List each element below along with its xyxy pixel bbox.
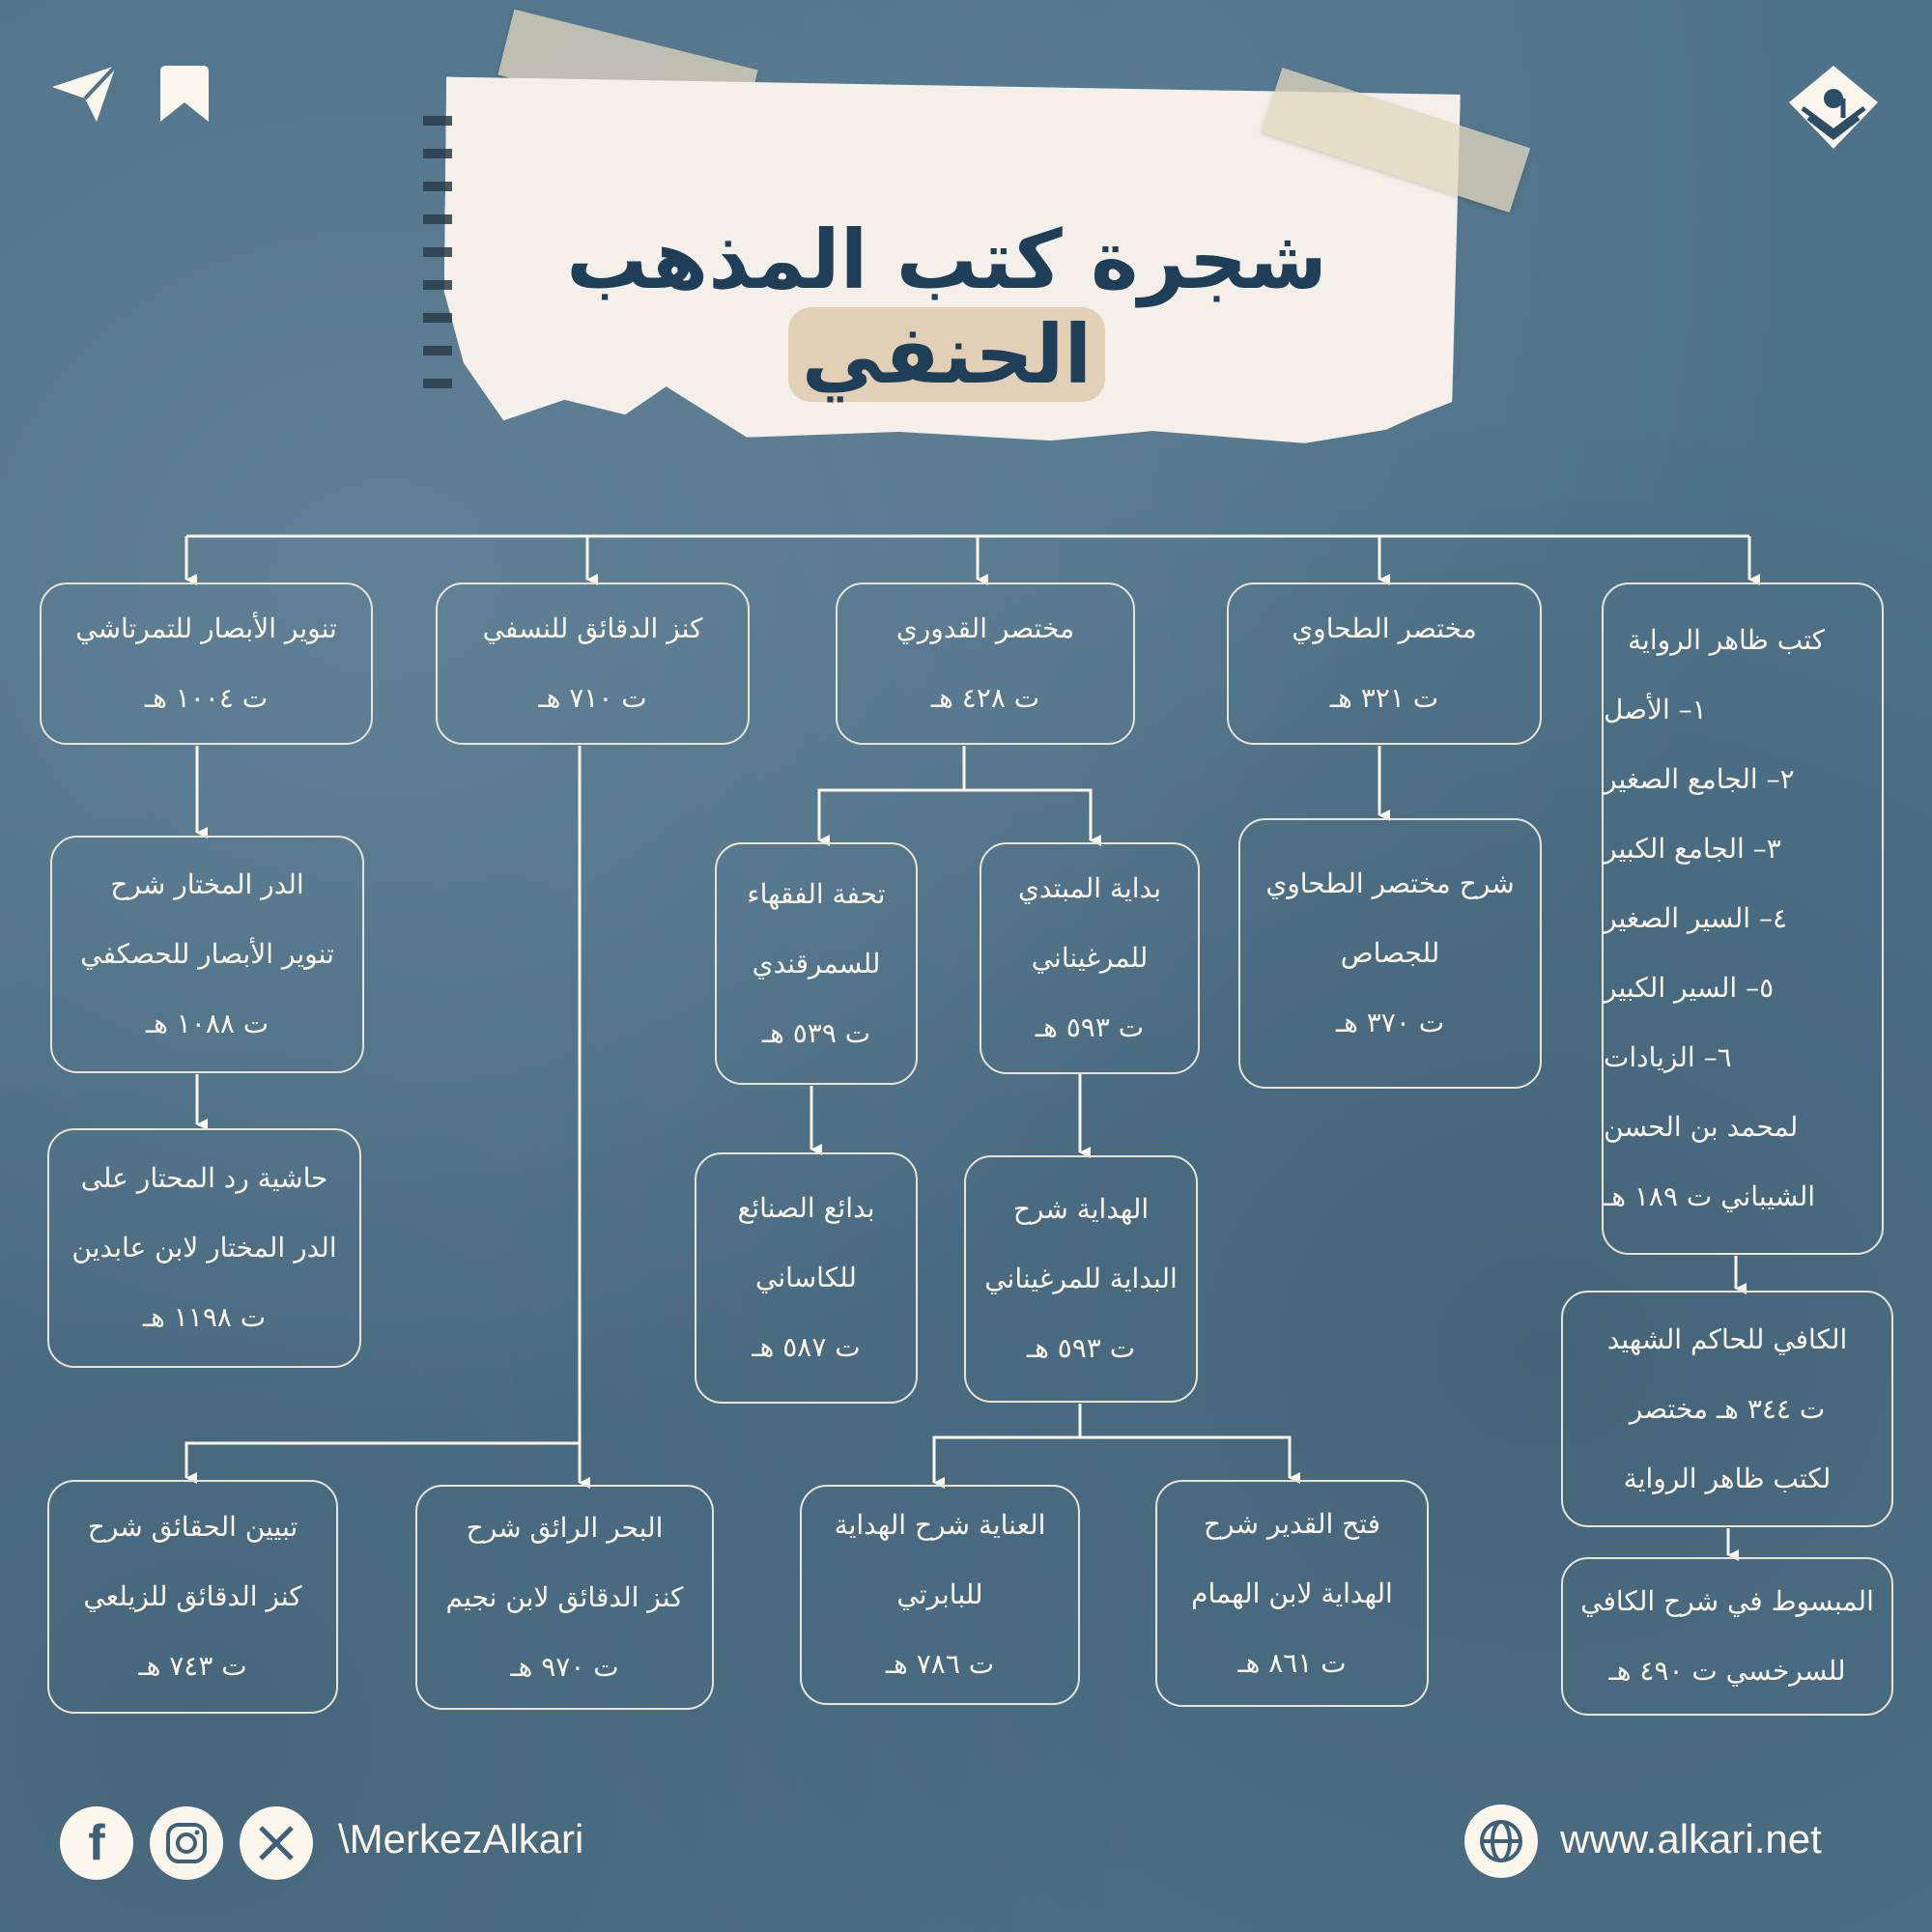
box-kafi-hakim [1561, 1291, 1893, 1527]
facebook-icon[interactable]: f [60, 1806, 133, 1880]
tahawi-title: مختصر الطحاوي [1292, 612, 1477, 644]
box-badai-sanai [695, 1152, 918, 1404]
box-mukhtasar-quduri [836, 582, 1135, 745]
bidaya-title: بداية المبتدي [1018, 872, 1161, 904]
box-hashiyat-ibn-abidin [47, 1128, 361, 1368]
box-hidaya [964, 1155, 1198, 1403]
kanz-date: ت ٧١٠ هـ [538, 682, 647, 714]
social-handle[interactable]: \MerkezAlkari [338, 1816, 584, 1861]
kafi-note: لكتب ظاهر الرواية [1623, 1462, 1832, 1494]
fath-subtitle: الهداية لابن الهمام [1191, 1577, 1393, 1609]
hidaya-title: الهداية شرح [1012, 1193, 1150, 1225]
box-zahir-riwaya [1602, 582, 1884, 1255]
fath-date: ت ٨٦١ هـ [1237, 1646, 1347, 1679]
inaya-date: ت ٧٨٦ هـ [885, 1648, 995, 1680]
website-link[interactable]: www.alkari.net [1560, 1816, 1822, 1861]
kanz-title: كنز الدقائق للنسفي [482, 612, 703, 644]
hidaya-date: ت ٥٩٣ هـ [1026, 1332, 1136, 1364]
sharh-tahawi-title: شرح مختصر الطحاوي [1265, 867, 1515, 899]
bahr-subtitle: كنز الدقائق لابن نجيم [445, 1580, 684, 1613]
tabyin-title: تبيين الحقائق شرح [87, 1511, 298, 1543]
zahir-heading: كتب ظاهر الرواية [1628, 624, 1825, 656]
sharh-tahawi-author: للجصاص [1340, 937, 1440, 969]
tabyin-date: ت ٧٤٣ هـ [138, 1650, 247, 1682]
tabyin-subtitle: كنز الدقائق للزيلعي [83, 1580, 302, 1612]
badai-author: للكاساني [755, 1262, 857, 1293]
inaya-author: للبابرتي [896, 1578, 983, 1610]
fath-title: فتح القدير شرح [1203, 1507, 1381, 1540]
bidaya-author: للمرغيناني [1031, 942, 1149, 974]
box-mabsut [1561, 1557, 1893, 1716]
box-bahr-raiq [415, 1485, 714, 1710]
box-mukhtasar-tahawi [1227, 582, 1542, 745]
tanwir-title: تنوير الأبصار للتمرتاشي [75, 612, 337, 644]
zahir-item-1: ١– الأصل [1604, 694, 1707, 725]
zahir-author-date: الشيباني ت ١٨٩ هـ [1604, 1180, 1816, 1212]
tuhfa-author: للسمرقندي [752, 947, 881, 980]
tahawi-date: ت ٣٢١ هـ [1329, 682, 1439, 714]
mabsut-title: المبسوط في شرح الكافي [1580, 1585, 1874, 1617]
zahir-item-4: ٤– السير الصغير [1604, 902, 1788, 934]
bahr-title: البحر الرائق شرح [466, 1511, 664, 1544]
quduri-title: مختصر القدوري [895, 612, 1075, 644]
hashiya-title: حاشية رد المحتار على [80, 1162, 328, 1194]
instagram-icon[interactable] [150, 1806, 223, 1880]
bahr-date: ت ٩٧٠ هـ [510, 1650, 619, 1683]
badai-date: ت ٥٨٧ هـ [752, 1331, 861, 1363]
durr-subtitle: تنوير الأبصار للحصكفي [80, 938, 334, 970]
box-fath-qadir [1155, 1480, 1429, 1707]
globe-icon[interactable] [1464, 1804, 1538, 1878]
bidaya-date: ت ٥٩٣ هـ [1035, 1011, 1145, 1043]
zahir-item-6: ٦– الزيادات [1604, 1041, 1732, 1073]
box-sharh-tahawi [1238, 818, 1542, 1089]
durr-title: الدر المختار شرح [110, 868, 304, 900]
durr-date: ت ١٠٨٨ هـ [145, 1008, 270, 1039]
kafi-title: الكافي للحاكم الشهيد [1606, 1322, 1848, 1355]
box-bidayat-mubtadi [980, 842, 1200, 1074]
x-icon[interactable] [240, 1806, 313, 1880]
mabsut-author: للسرخسي ت ٤٩٠ هـ [1608, 1655, 1846, 1687]
kafi-date: ت ٣٤٤ هـ مختصر [1629, 1392, 1826, 1425]
badai-title: بدائع الصنائع [737, 1192, 875, 1224]
zahir-item-3: ٣– الجامع الكبير [1604, 833, 1781, 865]
tuhfa-title: تحفة الفقهاء [747, 877, 886, 910]
title-main: شجرة كتب المذهب [566, 213, 1327, 307]
hashiya-date: ت ١١٩٨ هـ [142, 1301, 267, 1333]
box-tanwir-absar [40, 582, 373, 745]
inaya-title: العناية شرح الهداية [834, 1509, 1046, 1541]
tanwir-date: ت ١٠٠٤ هـ [144, 682, 269, 714]
box-kanz-daqaiq [436, 582, 750, 745]
tuhfa-date: ت ٥٣٩ هـ [761, 1016, 871, 1049]
box-inaya [800, 1485, 1080, 1705]
sharh-tahawi-date: ت ٣٧٠ هـ [1335, 1007, 1445, 1038]
box-tabyin-haqaiq [47, 1480, 338, 1714]
quduri-date: ت ٤٢٨ هـ [930, 682, 1040, 714]
zahir-item-5: ٥– السير الكبير [1604, 972, 1775, 1004]
hidaya-subtitle: البداية للمرغيناني [984, 1263, 1178, 1294]
title-highlight: الحنفي [788, 307, 1106, 402]
box-durr-mukhtar [50, 836, 364, 1073]
hashiya-subtitle: الدر المختار لابن عابدين [71, 1232, 337, 1264]
box-tuhfat-fuqaha [715, 842, 918, 1085]
zahir-author: لمحمد بن الحسن [1604, 1111, 1799, 1143]
zahir-item-2: ٢– الجامع الصغير [1604, 763, 1795, 795]
